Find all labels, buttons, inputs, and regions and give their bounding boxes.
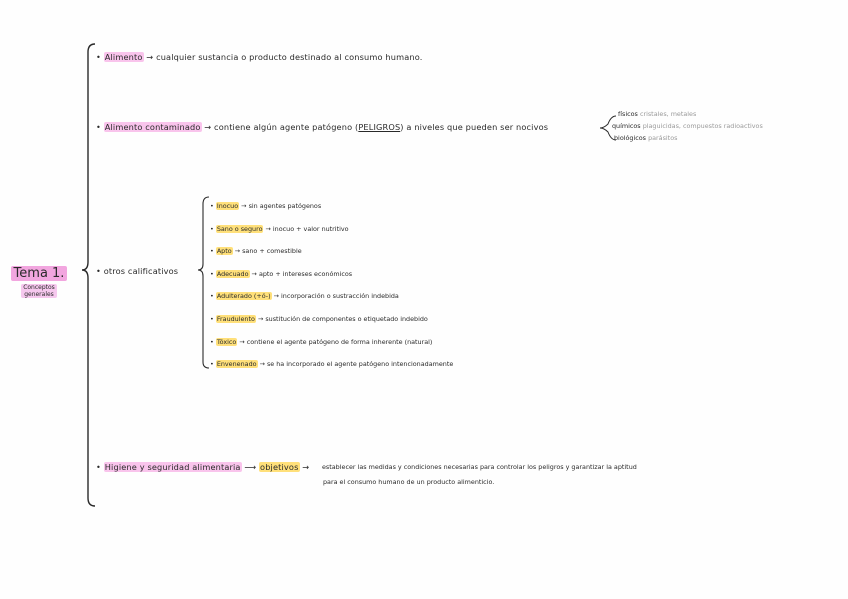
higiene-line-2: para el consumo humano de un producto alimenticio. — [323, 478, 495, 486]
subtitle-line-1: Conceptos — [23, 284, 55, 291]
item-higiene: • Higiene y seguridad alimentaria ⟶ objetivos → — [96, 462, 310, 472]
peligros-label: PELIGROS — [358, 122, 401, 132]
term-alimento: Alimento — [104, 52, 143, 62]
def-alimento: cualquier sustancia o producto destinado al consumo humano. — [156, 52, 423, 62]
arrow-icon: → — [204, 122, 212, 132]
arrow-icon: → — [146, 52, 154, 62]
item-alimento: • Alimento → cualquier sustancia o producto destinado al consumo humano. — [96, 52, 423, 62]
list-item: • Envenenado → se ha incorporado el agente patógeno intencionadamente — [210, 360, 454, 369]
def-contaminado-pre: contiene algún agente patógeno ( — [214, 122, 359, 132]
arrow-icon: → — [302, 462, 310, 472]
page-title: Tema 1. — [11, 266, 68, 281]
objetivos-label: objetivos — [260, 462, 299, 472]
list-item: • Apto → sano + comestible — [210, 247, 302, 256]
list-item: • Inocuo → sin agentes patógenos — [210, 202, 322, 210]
hazard-type-fisicos: físicos cristales, metales — [618, 110, 697, 118]
topic-title-block — [10, 262, 68, 300]
term-higiene: Higiene y seguridad alimentaria — [104, 462, 241, 472]
list-item: • Sano o seguro → inocuo + valor nutritivo — [210, 224, 349, 233]
calificativos-list — [210, 195, 453, 376]
item-alimento-contaminado: • Alimento contaminado → contiene algún agente patógeno (PELIGROS) a niveles que pueden ser nocivos — [96, 122, 549, 132]
list-item: • Tóxico → contiene el agente patógeno de forma inherente (natural) — [210, 337, 433, 346]
def-contaminado-post: ) a niveles que pueden ser nocivos — [400, 122, 549, 132]
term-alimento-contaminado: Alimento contaminado — [104, 122, 201, 132]
subtitle-line-2: generales — [24, 291, 54, 298]
list-item: • Fraudulento → sustitución de componentes o etiquetado indebido — [210, 314, 428, 323]
page-subtitle — [21, 284, 57, 298]
higiene-line-1: establecer las medidas y condiciones necesarias para controlar los peligros y garantizar la aptitud — [322, 463, 637, 471]
main-brace — [82, 44, 95, 506]
list-item: • Adecuado → apto + intereses económicos — [210, 269, 353, 278]
list-item: • Adulterado (+ó-) → incorporación o sustracción indebida — [210, 292, 399, 301]
hazard-type-quimicos: químicos plaguicidas, compuestos radioactivos — [612, 122, 763, 130]
item-otros-calificativos: • otros calificativos — [96, 266, 179, 276]
hazard-type-biologicos: biológicos parásitos — [614, 134, 678, 142]
long-arrow-icon: ⟶ — [244, 462, 257, 472]
calificativos-brace — [198, 197, 209, 368]
term-otros-calificativos: otros calificativos — [103, 266, 179, 276]
